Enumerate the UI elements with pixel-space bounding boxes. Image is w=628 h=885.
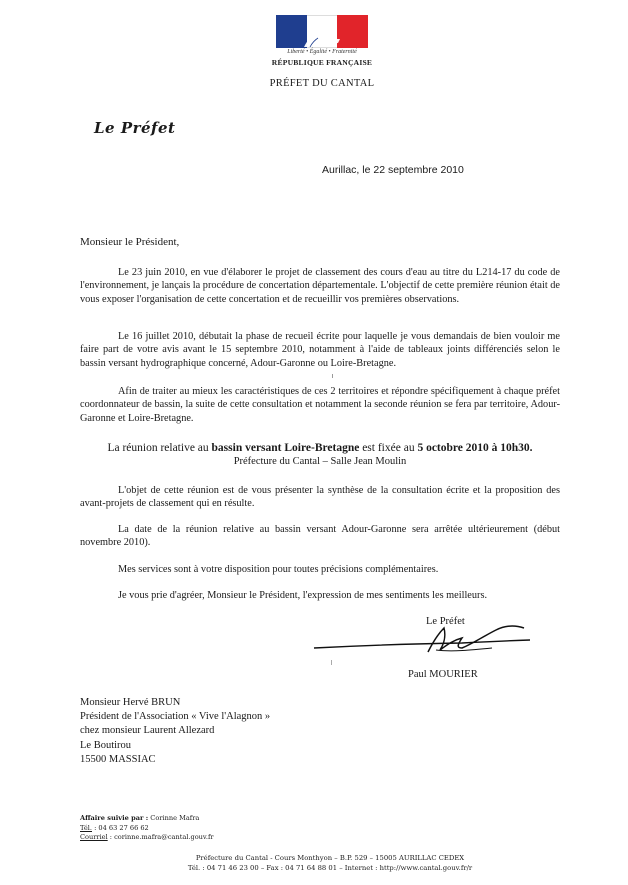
scan-mark <box>332 374 333 378</box>
meeting-basin: bassin versant Loire-Bretagne <box>211 442 360 454</box>
recipient-line: Président de l'Association « Vive l'Alagnon » <box>80 711 271 723</box>
recipient-line: chez monsieur Laurent Allezard <box>80 725 215 737</box>
prefecture-title: PRÉFET DU CANTAL <box>269 78 375 89</box>
dateline: Aurillac, le 22 septembre 2010 <box>322 164 464 176</box>
contact-info <box>80 814 214 843</box>
footer-phones: Tél. : 04 71 46 23 00 – Fax : 04 71 64 88 01 – Internet : http://www.cantal.gouv.fr/r <box>187 863 473 872</box>
motto: Liberté • Égalité • Fraternité <box>287 49 357 55</box>
signature-label: Le Préfet <box>426 616 465 627</box>
recipient-line: Le Boutirou <box>80 739 132 751</box>
paragraph-5: La date de la réunion relative au bassin versant Adour-Garonne sera arrêtée ultérieurement (début novembre 2010). <box>80 524 560 549</box>
salutation: Monsieur le Président, <box>80 236 180 248</box>
marianne-logo <box>276 15 368 48</box>
signatory-name: Paul MOURIER <box>408 669 478 680</box>
marianne-profile-icon <box>298 17 342 47</box>
paragraph-7: Je vous prie d'agréer, Monsieur le Président, l'expression de mes sentiments les meilleurs. <box>118 590 488 601</box>
letterhead-title: Le Préfet <box>94 119 176 137</box>
handwritten-signature <box>312 622 552 662</box>
followed-by: Affaire suivie par : Corinne Mafra <box>80 814 200 822</box>
meeting-date: 5 octobre 2010 à 10h30. <box>417 442 533 454</box>
footer-address: Préfecture du Cantal - Cours Monthyon – B.P. 529 – 15005 AURILLAC CEDEX <box>195 854 465 862</box>
recipient-line: Monsieur Hervé BRUN <box>80 697 181 708</box>
paragraph-4: L'objet de cette réunion est de vous présenter la synthèse de la consultation écrite et la proposition des avant-projets de classement qui en résulte. <box>80 485 560 510</box>
meeting-place: Préfecture du Cantal – Salle Jean Moulin <box>233 456 407 467</box>
scan-mark <box>331 660 332 665</box>
recipient-address <box>80 696 270 767</box>
paragraph-1: Le 23 juin 2010, en vue d'élaborer le projet de classement des cours d'eau au titre du L214-17 du code de l'environnement, je lançais la procédure de concertation départementale. L'objectif de cette première réunion était de vous exposer l'organisation de cette concertation et de recueillir vos premières observations. <box>80 267 560 305</box>
contact-phone: Tél. : 04 63 27 66 62 <box>80 823 149 832</box>
republic-title: RÉPUBLIQUE FRANÇAISE <box>271 58 373 67</box>
meeting-announcement: La réunion relative au bassin versant Loire-Bretagne est fixée au 5 octobre 2010 à 10h30. <box>107 442 533 454</box>
paragraph-3: Afin de traiter au mieux les caractéristiques de ces 2 territoires et répondre spécifiquement à chaque préfet coordonnateur de bassin, la suite de cette consultation et notamment la seconde réunion se fera par territoire, Adour-Garonne et Loire-Bretagne. <box>80 386 560 424</box>
paragraph-2: Le 16 juillet 2010, débutait la phase de recueil écrite pour laquelle je vous demandais de bien vouloir me faire part de votre avis avant le 15 septembre 2010, notamment à l'aide de tableaux joints différenciés selon le bassin versant hydrographique concerné, Adour-Garonne ou Loire-Bretagne. <box>80 331 560 369</box>
contact-email: Courriel : corinne.mafra@cantal.gouv.fr <box>80 833 214 841</box>
paragraph-6: Mes services sont à votre disposition pour toutes précisions complémentaires. <box>118 564 439 575</box>
recipient-line: 15500 MASSIAC <box>80 753 156 765</box>
footer <box>120 854 540 873</box>
